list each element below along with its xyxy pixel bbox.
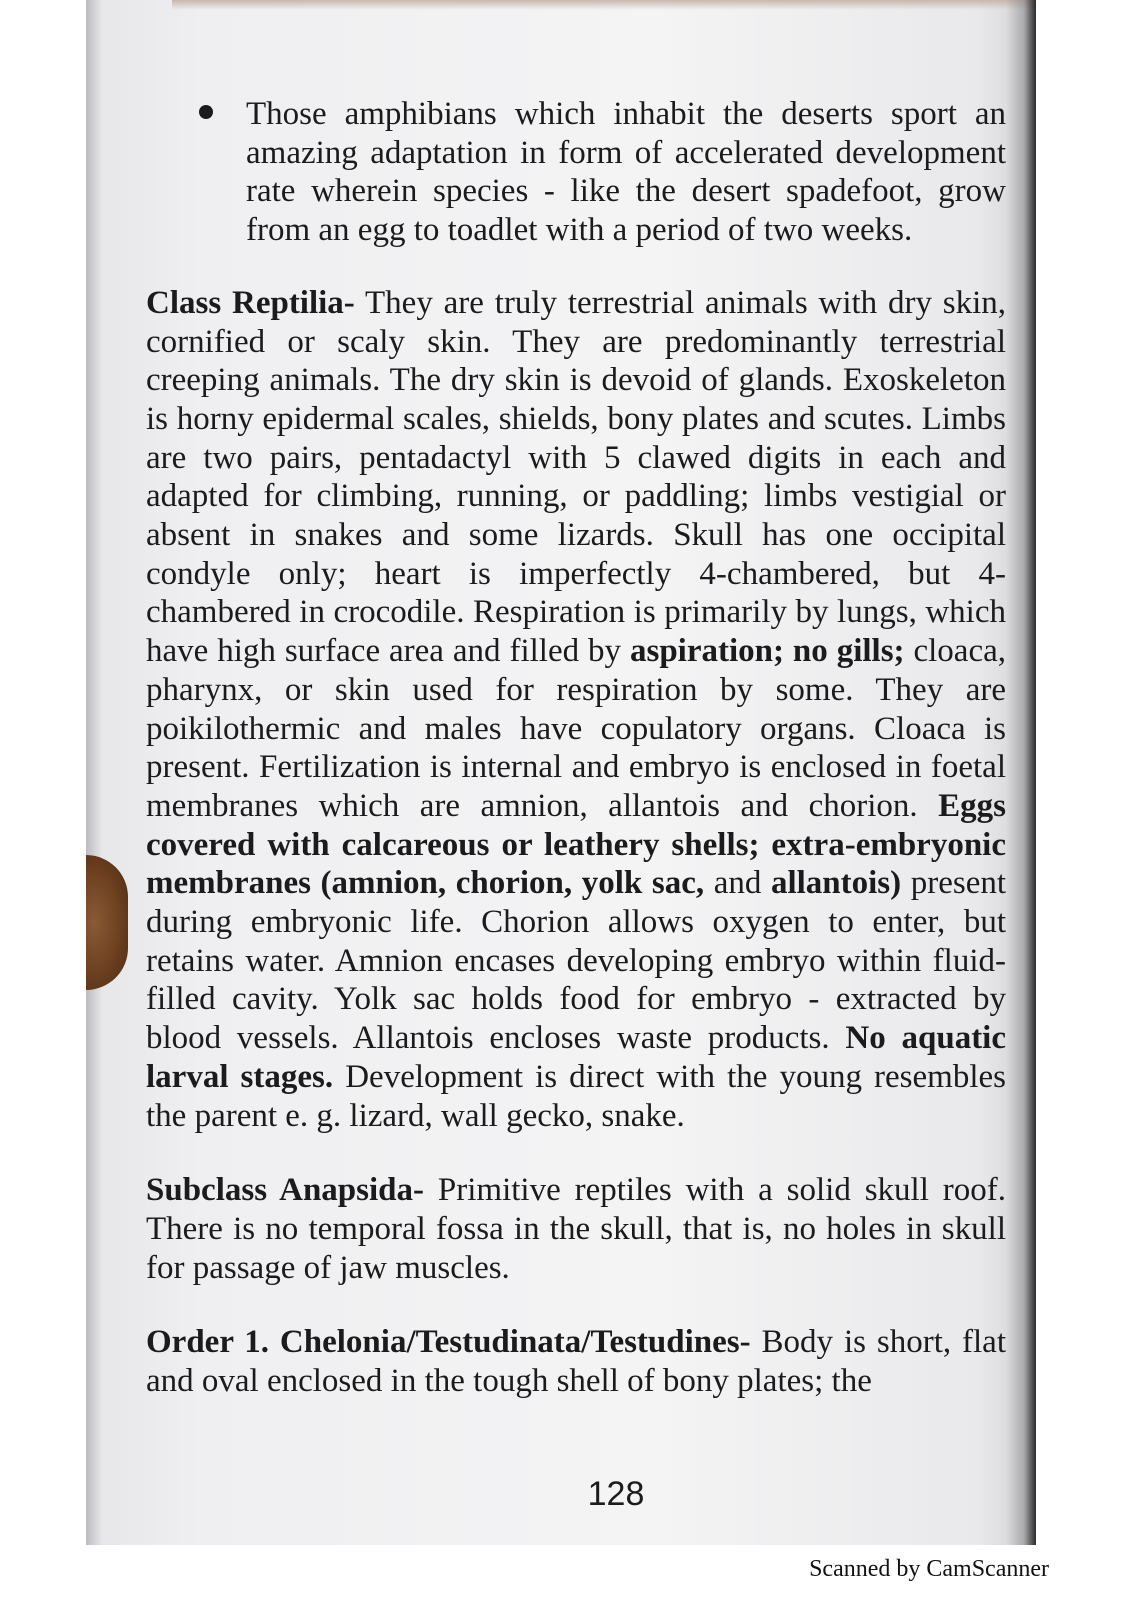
subclass-anapsida-paragraph	[146, 1171, 1006, 1287]
page-top-edge	[172, 0, 1036, 10]
reptilia-text-3: and	[704, 865, 771, 902]
subclass-anapsida-heading: Subclass Anapsida-	[146, 1172, 425, 1209]
reptilia-text-5: Development is direct with the young resembles the parent e. g. lizard, wall gecko, snake.	[146, 1058, 1006, 1134]
bullet-dot-icon	[199, 105, 213, 119]
book-spine-shadow	[1006, 0, 1036, 1545]
reptilia-text-2: cloaca, pharynx, or skin used for respiration by some. They are poikilothermic and males have copulatory organs. Cloaca is present. Fertilization is internal and embryo is enclosed in foetal membranes which are amnion, allantois and chorion.	[146, 633, 1007, 824]
thumb-holding-page	[86, 855, 128, 990]
anapsida-text: Primitive reptiles with a solid skull roof. There is no temporal fossa in the skull, that is, no holes in skull for passage of jaw muscles.	[146, 1172, 1006, 1286]
reptilia-bold-3: allantois)	[770, 865, 902, 902]
reptilia-bold-4: No aquatic larval stages.	[146, 1020, 1006, 1095]
reptilia-bold-1: aspiration; no gills;	[629, 633, 905, 670]
bullet-point-desert-amphibians	[146, 95, 1006, 250]
chelonia-text: Body is short, flat and oval enclosed in the tough shell of bony plates; the	[146, 1324, 1006, 1400]
reptilia-bold-2: Eggs covered with calcareous or leathery shells; extra-embryonic membranes (amnion, chorion, yolk sac,	[146, 787, 1006, 902]
scanner-watermark: Scanned by CamScanner	[809, 1556, 1049, 1582]
reptilia-text-4: present during embryonic life. Chorion allows oxygen to enter, but retains water. Amnion encases developing embryo within fluid-filled cavity. Yolk sac holds food for embryo - extracted by blood vessels. Allantois encloses waste products.	[146, 865, 1007, 1057]
reptilia-text-1: They are truly terrestrial animals with dry skin, cornified or scaly skin. They are predominantly terrestrial creeping animals. The dry skin is devoid of glands. Exoskeleton is horny epidermal scales, shields, bony plates and scutes. Limbs are two pairs, pentadactyl with 5 clawed digits in each and adapted for climbing, running, or paddling; limbs vestigial or absent in snakes and some lizards. Skull has one occipital condyle only; heart is imperfectly 4-chambered, but 4-chambered in crocodile. Respiration is primarily by lungs, which have high surface area and filled by	[146, 284, 1007, 670]
order-chelonia-paragraph	[146, 1323, 1006, 1400]
left-page-edge	[86, 0, 102, 1545]
class-reptilia-paragraph	[146, 284, 1006, 1135]
bullet-text: Those amphibians which inhabit the deserts sport an amazing adaptation in form of accelerated development rate wherein species - like the desert spadefoot, grow from an egg to toadlet with a period of two weeks.	[246, 96, 1006, 249]
order-chelonia-heading: Order 1. Chelonia/Testudinata/Testudines-	[146, 1324, 751, 1361]
book-page-photo	[86, 0, 1036, 1545]
class-reptilia-heading: Class Reptilia-	[146, 284, 355, 321]
page-number: 128	[587, 1475, 645, 1513]
page-body-text	[146, 95, 1006, 1437]
